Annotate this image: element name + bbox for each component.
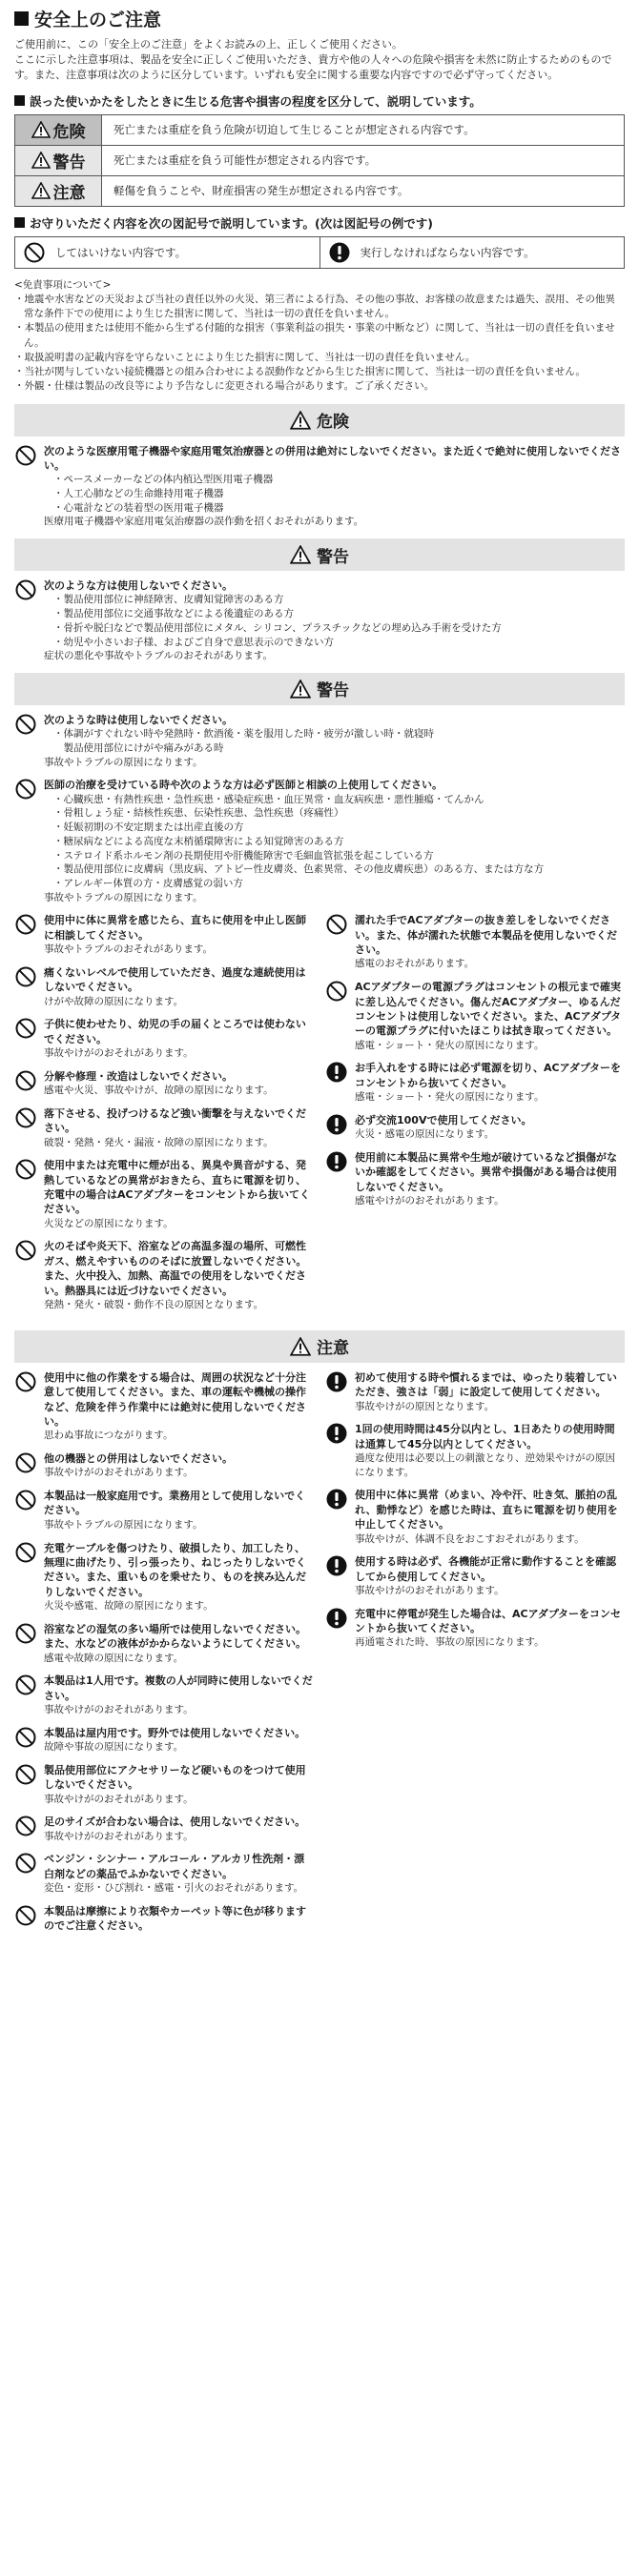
level-desc: 軽傷を負うことや、財産損害の発生が想定される内容です。 xyxy=(102,175,625,206)
warning-item: 次のような方は使用しないでください。 ・製品使用部位に神経障害、皮膚知覚障害のある方 ・製品使用部位に交通事故などによる後遺症のある方 ・骨折や脱臼などで製品使用部位にメタル、シリコン、プラスチックなどの埋め込み手術を受けた方 ・幼児や小さいお子様、およびご自身で意思表示のできない方 症状の悪化や事故やトラブルのおそれがあります。 xyxy=(14,578,625,663)
mandatory-icon xyxy=(325,1607,348,1630)
heading-square-icon xyxy=(14,95,25,106)
warning-item: 子供に使わせたり、幼児の手の届くところでは使わないでください。 事故やけがのおそれがあります。 xyxy=(14,1017,314,1060)
caution-item: 本製品は屋内用です。野外では使用しないでください。 故障や事故の原因になります。 xyxy=(14,1726,314,1755)
mandatory-icon xyxy=(325,1061,348,1084)
levels-table xyxy=(14,114,625,207)
level-row-caution xyxy=(15,175,625,206)
exemption-title: <免責事項について> xyxy=(14,278,112,291)
warning-item: 分解や修理・改造はしないでください。 感電や火災、事故やけが、故障の原因になります。 xyxy=(14,1069,314,1098)
prohibit-icon xyxy=(14,1489,37,1511)
warning-item: 使用中に体に異常を感じたら、直ちに使用を中止し医師に相談してください。 事故やトラブルのおそれがあります。 xyxy=(14,913,314,956)
safety-page xyxy=(14,0,625,1950)
warning-item: お手入れをする時には必ず電源を切り、ACアダプターをコンセントから抜いてください。 感電・ショート・発火の原因になります。 xyxy=(325,1061,625,1104)
caution-item: 浴室などの湿気の多い場所では使用しないでください。また、水などの液体がかからないようにしてください。 感電や故障の原因になります。 xyxy=(14,1622,314,1665)
caution-item: 本製品は摩擦により衣類やカーペット等に色が移りますのでご注意ください。 xyxy=(14,1904,314,1934)
prohibit-icon xyxy=(14,965,37,988)
intro-line-1: ご使用前に、この「安全上のご注意」をよくお読みの上、正しくご使用ください。 xyxy=(14,38,402,51)
mandatory-icon xyxy=(328,241,351,264)
caution-band: 注意 xyxy=(14,1330,625,1363)
prohibit-icon xyxy=(14,578,37,601)
level-label: 注意 xyxy=(52,183,86,203)
caution-item: ベンジン・シンナー・アルコール・アルカリ性洗剤・漂白剤などの薬品でふかないでください。 変色・変形・ひび割れ・感電・引火のおそれがあります。 xyxy=(14,1852,314,1895)
caution-item: 本製品は1人用です。複数の人が同時に使用しないでください。 事故やけがのおそれがあります。 xyxy=(14,1673,314,1716)
caution-item: 足のサイズが合わない場合は、使用しないでください。 事故やけがのおそれがあります。 xyxy=(14,1815,314,1843)
prohibit-icon xyxy=(14,1158,37,1181)
prohibit-icon xyxy=(14,1239,37,1262)
prohibit-icon xyxy=(14,1763,37,1786)
caution-item: 充電ケーブルを傷つけたり、破損したり、加工したり、無理に曲げたり、引っ張ったり、ねじったりしないでください。また、重いものを乗せたり、ものを挟み込んだりしないでください。 火災や感電、故障の原因になります。 xyxy=(14,1541,314,1613)
title-square-icon xyxy=(14,11,29,26)
intro-line-2: ここに示した注意事項は、製品を安全に正しくご使用いただき、貴方や他の人々への危険や損害を未然に防止するためのものです。また、注意事項は次のように区分しています。いずれも安全に関する重要な内容ですので必ず守ってください。 xyxy=(14,52,612,81)
warning-item: 使用前に本製品に異常や生地が破けているなど損傷がないか確認をしてください。異常や損傷がある場合は使用しないでください。 感電やけがのおそれがあります。 xyxy=(325,1150,625,1208)
prohibit-icon xyxy=(14,913,37,936)
warning-triangle-icon xyxy=(31,152,51,169)
warning-band: 警告 xyxy=(14,538,625,571)
level-row-warning xyxy=(15,145,625,175)
danger-band: 危険 xyxy=(14,404,625,436)
exemption-item: ・地震や水害などの天災および当社の責任以外の火災、第三者による行為、その他の事故、お客様の故意または過失、誤用、その他異常な条件下での使用により生じた損害に関して、当社は一切の責任を負いません。 xyxy=(14,294,615,320)
warning-triangle-icon xyxy=(31,121,51,138)
prohibit-icon xyxy=(14,1815,37,1837)
prohibit-icon xyxy=(14,778,37,801)
exemption-item: ・本製品の使用または使用不能から生ずる付随的な損害（事業利益の損失・事業の中断など）に関して、当社は一切の責任を負いません。 xyxy=(14,322,615,349)
caution-item: 製品使用部位にアクセサリーなど硬いものをつけて使用しないでください。 事故やけがのおそれがあります。 xyxy=(14,1763,314,1806)
symbols-table xyxy=(14,236,625,269)
warning-triangle-icon xyxy=(290,545,311,564)
caution-item: 初めて使用する時や慣れるまでは、ゆったり装着していただき、強さは「弱」に設定して使用してください。 事故やけがの原因となります。 xyxy=(325,1370,625,1413)
prohibit-icon xyxy=(14,444,37,467)
heading-square-icon xyxy=(14,217,25,228)
prohibit-icon xyxy=(325,913,348,936)
exemption-item: ・外観・仕様は製品の改良等により予告なしに変更される場合があります。ご了承ください。 xyxy=(14,380,435,393)
prohibit-icon xyxy=(14,1904,37,1927)
warning-item: 医師の治療を受けている時や次のような方は必ず医師と相談の上使用してください。 ・心臓疾患・有熱性疾患・急性疾患・感染症疾患・血圧異常・血友病疾患・悪性腫瘍・てんかん ・骨粗しょう症・結核性疾患、伝染性疾患、急性疾患（疼痛性） ・妊娠初期の不安定期または出産直後の方 ・糖尿病などによる高度な末梢循環障害による知覚障害のある方 ・ステロイド系ホルモン剤の長期使用や肝機能障害で毛細血管拡張を起こしている方 ・製品使用部位に皮膚病（黒皮病、アトピー性皮膚炎、色素異常、その他皮膚疾患）のある方、または方な方 ・アレルギー体質の方・皮膚感覚の弱い方 事故やトラブルの原因になります。 xyxy=(14,778,625,904)
caution-item: 充電中に停電が発生した場合は、ACアダプターをコンセントから抜いてください。 再通電された時、事故の原因になります。 xyxy=(325,1607,625,1650)
caution-item: 使用中に他の作業をする場合は、周囲の状況など十分注意して使用してください。また、車の運転や機械の操作など、危険を伴う作業中には絶対に使用しないでください。 思わぬ事故につながります。 xyxy=(14,1370,314,1443)
symbol-mandatory-text: 実行しなければならない内容です。 xyxy=(360,245,535,259)
prohibit-icon xyxy=(14,1017,37,1040)
prohibit-icon xyxy=(14,1673,37,1696)
level-desc: 死亡または重症を負う危険が切迫して生じることが想定される内容です。 xyxy=(102,114,625,145)
mandatory-icon xyxy=(325,1113,348,1136)
prohibit-icon xyxy=(14,1726,37,1749)
warning-item: 必ず交流100Vで使用してください。 火災・感電の原因になります。 xyxy=(325,1113,625,1142)
warning-item: 痛くないレベルで使用していただき、過度な連続使用はしないでください。 けがや故障の原因になります。 xyxy=(14,965,314,1008)
caution-item: 1回の使用時間は45分以内とし、1日あたりの使用時間は通算して45分以内としてください。 過度な使用は必要以上の刺激となり、逆効果やけがの原因になります。 xyxy=(325,1422,625,1479)
prohibit-icon xyxy=(14,1069,37,1092)
page-title: 安全上のご注意 xyxy=(14,6,625,31)
prohibit-icon xyxy=(325,980,348,1003)
warning-left-column xyxy=(14,913,314,1320)
mandatory-icon xyxy=(325,1422,348,1445)
exemption xyxy=(14,278,625,395)
exemption-item: ・取扱説明書の記載内容を守らないことにより生じた損害に関して、当社は一切の責任を負いません。 xyxy=(14,351,476,363)
prohibit-icon xyxy=(14,1370,37,1393)
mandatory-icon xyxy=(325,1488,348,1511)
caution-item: 他の機器との併用はしないでください。 事故やけがのおそれがあります。 xyxy=(14,1451,314,1480)
warning-triangle-icon xyxy=(290,1337,311,1356)
levels-heading: 誤った使いかたをしたときに生じる危害や損害の程度を区分して、説明しています。 xyxy=(14,92,625,110)
symbol-prohibit-text: してはいけない内容です。 xyxy=(55,245,187,259)
symbols-heading: お守りいただく内容を次の図記号で説明しています。(次は図記号の例です) xyxy=(14,214,625,232)
prohibit-icon xyxy=(14,1852,37,1875)
warning-triangle-icon xyxy=(31,182,51,199)
warning-item: 濡れた手でACアダプターの抜き差しをしないでください。また、体が濡れた状態で本製品を使用しないでください。 感電のおそれがあります。 xyxy=(325,913,625,971)
warning-item: 使用中または充電中に煙が出る、異臭や異音がする、発熱しているなどの異常がおきたら、直ちに電源を切り、充電中の場合はACアダプターをコンセントから抜いてください。 火災などの原因になります。 xyxy=(14,1158,314,1230)
prohibit-icon xyxy=(23,241,46,264)
warning-triangle-icon xyxy=(290,679,311,699)
prohibit-icon xyxy=(14,1541,37,1564)
caution-right-column xyxy=(325,1370,625,1942)
warning-right-column xyxy=(325,913,625,1320)
warning-triangle-icon xyxy=(290,411,311,430)
caution-columns xyxy=(14,1370,625,1942)
prohibit-icon xyxy=(14,713,37,736)
level-label: 危険 xyxy=(52,122,86,142)
warning-item: 落下させる、投げつけるなど強い衝撃を与えないでください。 破裂・発熱・発火・漏液・故障の原因になります。 xyxy=(14,1106,314,1149)
caution-left-column xyxy=(14,1370,314,1942)
warning-item: 次のような時は使用しないでください。 ・体調がすぐれない時や発熱時・飲酒後・薬を服用した時・疲労が激しい時・就寝時 製品使用部位にけがや痛みがある時 事故やトラブルの原因になります。 xyxy=(14,713,625,769)
caution-item: 本製品は一般家庭用です。業務用として使用しないでください。 事故やトラブルの原因になります。 xyxy=(14,1489,314,1531)
mandatory-icon xyxy=(325,1150,348,1173)
caution-item: 使用する時は必ず、各機能が正常に動作することを確認してから使用してください。 事故やけがのおそれがあります。 xyxy=(325,1554,625,1597)
level-row-danger xyxy=(15,114,625,145)
exemption-item: ・当社が関与していない接続機器との組み合わせによる誤動作などから生じた損害に関して、当社は一切の責任を負いません。 xyxy=(14,366,586,378)
prohibit-icon xyxy=(14,1106,37,1129)
warning-item: ACアダプターの電源プラグはコンセントの根元まで確実に差し込んでください。傷んだACアダプター、ゆるんだコンセントは使用しないでください。また、ACアダプターの電源プラグに付いたほこりは拭き取ってください。 感電・ショート・発火の原因になります。 xyxy=(325,980,625,1052)
mandatory-icon xyxy=(325,1370,348,1393)
prohibit-icon xyxy=(14,1451,37,1474)
warning-item: 火のそばや炎天下、浴室などの高温多湿の場所、可燃性ガス、燃えやすいもののそばに放置しないでください。また、火中投入、加熱、高温での使用をしないでください。熱器具には近づけないでください。 発熱・発火・破裂・動作不良の原因となります。 xyxy=(14,1239,314,1311)
intro xyxy=(14,37,625,83)
warning-columns xyxy=(14,913,625,1320)
prohibit-icon xyxy=(14,1622,37,1645)
warning-band: 警告 xyxy=(14,673,625,705)
caution-item: 使用中に体に異常（めまい、冷や汗、吐き気、脈拍の乱れ、動悸など）を感じた時は、直ちに電源を切り使用を中止してください。 事故やけが、体調不良をおこすおそれがあります。 xyxy=(325,1488,625,1546)
danger-item: 次のような医療用電子機器や家庭用電気治療器との併用は絶対にしないでください。また近くで絶対に使用しないでください。 ・ペースメーカーなどの体内植込型医用電子機器 ・人工心肺などの生命維持用電子機器 ・心電計などの装着型の医用電子機器 医療用電子機器や家庭用電気治療器の誤作動を招くおそれがあります。 xyxy=(14,444,625,530)
mandatory-icon xyxy=(325,1554,348,1577)
level-desc: 死亡または重症を負う可能性が想定される内容です。 xyxy=(102,145,625,175)
level-label: 警告 xyxy=(52,152,86,172)
